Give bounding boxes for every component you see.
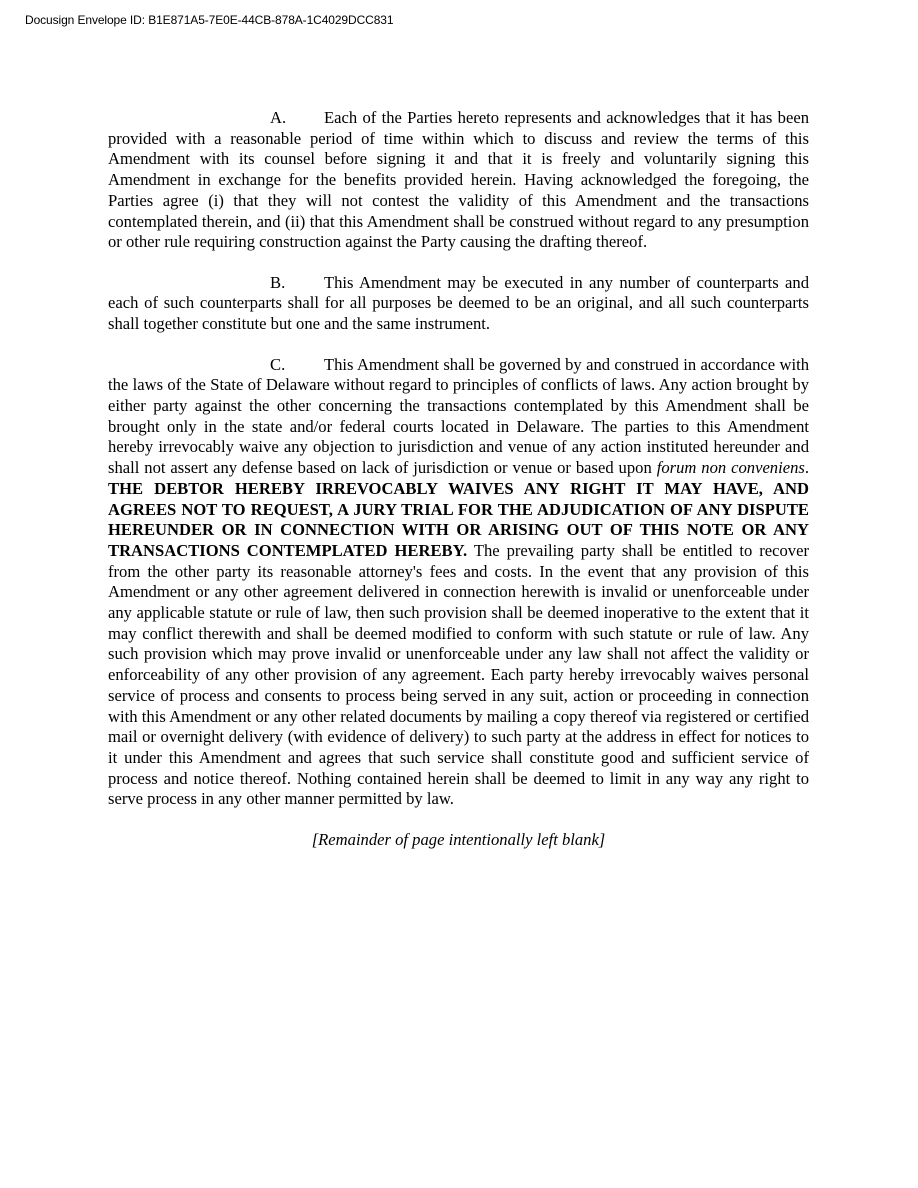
jury-waiver-clause: THE DEBTOR HEREBY IRREVOCABLY WAIVES ANY RIGHT IT MAY HAVE, AND AGREES NOT TO REQUEST, A JURY TRIAL FOR THE ADJUDICATION OF ANY DISPUTE HEREUNDER OR IN CONNECTION WITH OR ARISING OUT OF THIS NOTE OR ANY TRANSACTIONS CONTEMPLATED HEREBY. [108, 478, 809, 560]
paragraph-text: Each of the Parties hereto represents and acknowledges that it has been provided with a reasonable period of time within which to discuss and review the terms of this Amendment with its counsel before signing it and that it is freely and voluntarily signing this Amendment in exchange for the benefits provided herein. Having acknowledged the foregoing, the Parties agree (i) that they will not contest the validity of this Amendment and the transactions contemplated therein, and (ii) that this Amendment shall be construed without regard to any presumption or other rule requiring construction against the Party causing the drafting thereof. [108, 108, 809, 252]
paragraph-marker: B. [270, 272, 286, 292]
docusign-envelope-id: Docusign Envelope ID: B1E871A5-7E0E-44CB-878A-1C4029DCC831 [25, 13, 394, 27]
document-body [108, 108, 809, 867]
paragraph-marker: A. [270, 108, 287, 127]
remainder-blank-note: [Remainder of page intentionally left blank] [311, 829, 606, 849]
paragraph-text: This Amendment may be executed in any number of counterparts and each of such counterparts shall for all purposes be deemed to be an original, and all such counterparts shall together constitute but one and the same instrument. [108, 272, 809, 334]
governing-law-text: This Amendment shall be governed by and construed in accordance with the laws of the State of Delaware without regard to principles of conflicts of laws. Any action brought by either party against the other concerning the transactions contemplated by this Amendment shall be brought only in the state and/or federal courts located in Delaware. The parties to this Amendment hereby irrevocably waive any objection to jurisdiction and venue of any action instituted hereunder and shall not assert any defense based on lack of jurisdiction or venue or based upon [108, 354, 809, 478]
paragraph-a [108, 108, 809, 253]
fees-severability-service-text: The prevailing party shall be entitled to recover from the other party its reasonable attorney's fees and costs. In the event that any provision of this Amendment or any other agreement delivered in connection herewith is invalid or unenforceable under any applicable statute or rule of law, then such provision shall be deemed inoperative to the extent that it may conflict therewith and shall be deemed modified to conform with such statute or rule of law. Any such provision which may prove invalid or unenforceable under any law shall not affect the validity or enforceability of any other provision of any agreement. Each party hereby irrevocably waives personal service of process and consents to process being served in any suit, action or proceeding in connection with this Amendment or any other related documents by mailing a copy thereof via registered or certified mail or overnight delivery (with evidence of delivery) to such party at the address in effect for notices to it under this Amendment and agrees that such service shall constitute good and sufficient service of process and notice thereof. Nothing contained herein shall be deemed to limit in any way any right to serve process in any other manner permitted by law. [108, 540, 809, 809]
forum-non-conveniens-term: forum non conveniens [656, 458, 805, 478]
paragraph-marker: C. [270, 354, 286, 374]
paragraph-c [108, 355, 809, 810]
paragraph-b [108, 273, 809, 335]
punctuation: . [804, 458, 809, 478]
